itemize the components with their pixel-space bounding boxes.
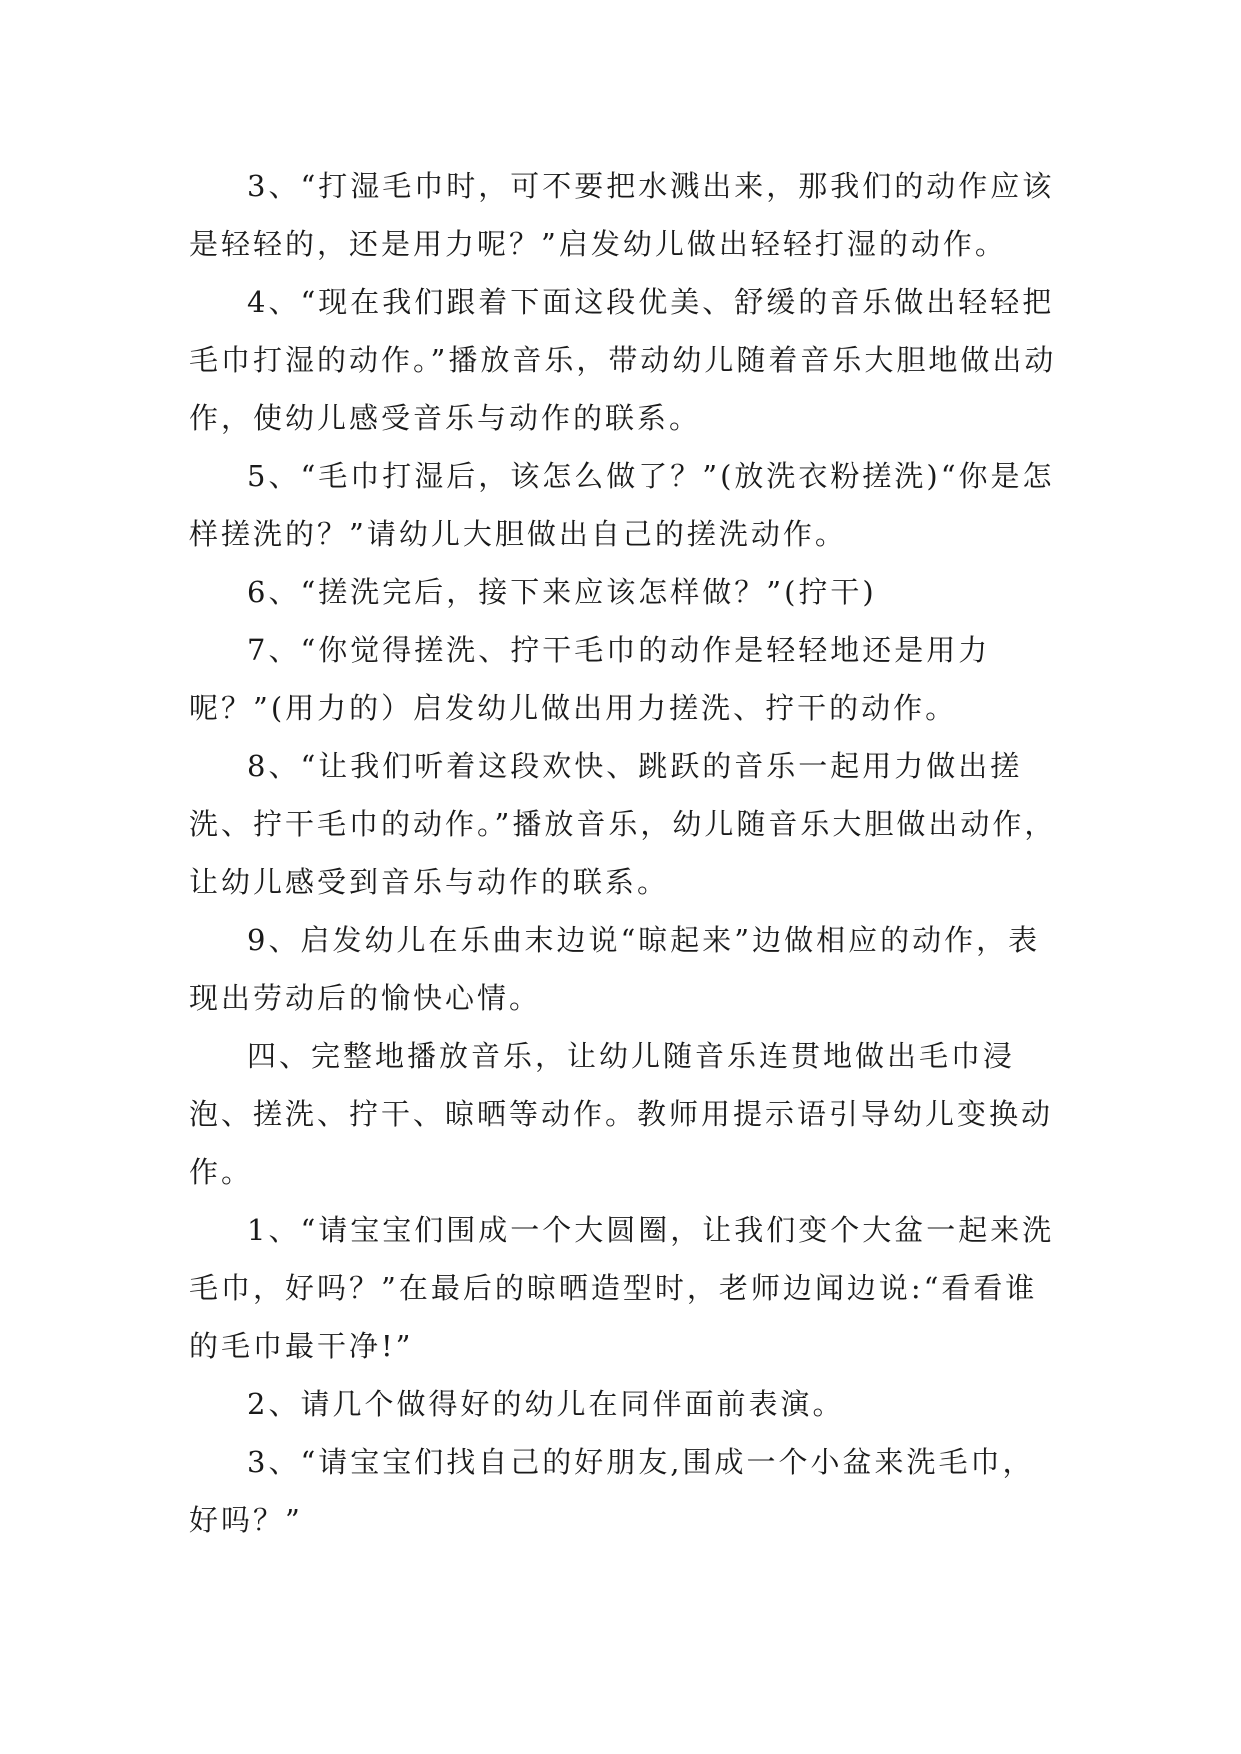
paragraph-step-6: 6、“搓洗完后，接下来应该怎样做？”(拧干)	[247, 575, 877, 609]
paragraph-substep-2: 2、请几个做得好的幼儿在同伴面前表演。	[247, 1387, 845, 1421]
paragraph-step-5: 5、“毛巾打湿后，该怎么做了？”(放洗衣粉搓洗)“你是怎样搓洗的？”请幼儿大胆做出自己的搓洗动作。	[189, 459, 1055, 551]
paragraph-step-8: 8、“让我们听着这段欢快、跳跃的音乐一起用力做出搓洗、拧干毛巾的动作。”播放音乐，幼儿随音乐大胆做出动作，让幼儿感受到音乐与动作的联系。	[189, 749, 1057, 899]
paragraph-step-9: 9、启发幼儿在乐曲末边说“晾起来”边做相应的动作，表现出劳动后的愉快心情。	[189, 923, 1041, 1015]
paragraph-section-four: 四、完整地播放音乐，让幼儿随音乐连贯地做出毛巾浸泡、搓洗、拧干、晾晒等动作。教师用提示语引导幼儿变换动作。	[189, 1039, 1054, 1189]
document-body	[189, 157, 1059, 1549]
paragraph-step-7: 7、“你觉得搓洗、拧干毛巾的动作是轻轻地还是用力呢？”(用力的）启发幼儿做出用力搓洗、拧干的动作。	[189, 633, 991, 725]
paragraph-step-3: 3、“打湿毛巾时，可不要把水溅出来，那我们的动作应该是轻轻的，还是用力呢？”启发幼儿做出轻轻打湿的动作。	[189, 169, 1055, 261]
paragraph-substep-1: 1、“请宝宝们围成一个大圆圈，让我们变个大盆一起来洗毛巾，好吗？”在最后的晾晒造型时，老师边闻边说:“看看谁的毛巾最干净!”	[189, 1213, 1055, 1363]
paragraph-substep-3: 3、“请宝宝们找自己的好朋友,围成一个小盆来洗毛巾，好吗？”	[189, 1445, 1035, 1537]
paragraph-step-4: 4、“现在我们跟着下面这段优美、舒缓的音乐做出轻轻把毛巾打湿的动作。”播放音乐，带动幼儿随着音乐大胆地做出动作，使幼儿感受音乐与动作的联系。	[189, 285, 1057, 435]
